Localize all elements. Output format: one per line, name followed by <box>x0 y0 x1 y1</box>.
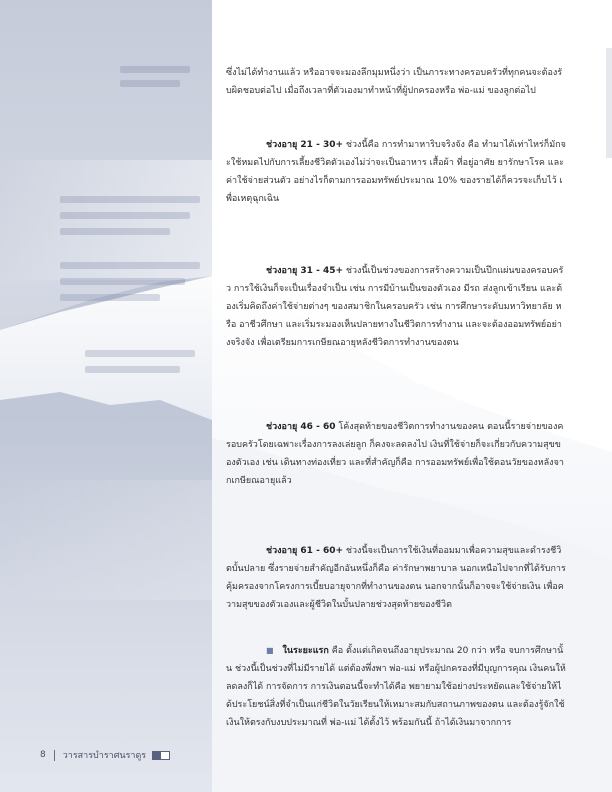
faded-text-line <box>60 294 160 301</box>
paragraph-text: ซึ่งไม่ได้ทำงานแล้ว หรืออาจจะมองลึกมุมหนึ่งว่า เป็นภาระทางครอบครัวที่ทุกคนจะต้องรับผิดชอบต่อไป เมื่อถึงเวลาที่ตัวเองมาทำหน้าที่ผู้ปกครองหรือ พ่อ-แม่ ของลูกต่อไป <box>226 68 563 96</box>
paragraph-age-21-30 <box>226 136 566 208</box>
paragraph-first-stage <box>226 642 566 732</box>
faded-text-line <box>60 278 185 285</box>
paragraph-age-31-45 <box>226 262 566 352</box>
faded-text-line <box>120 66 190 73</box>
square-bullet-icon: ■ <box>266 646 274 655</box>
age-range-heading: ช่วงอายุ 46 - 60 <box>266 422 336 432</box>
paragraph-text: ช่วงนี้เป็นช่วงของการสร้างความเป็นปึกแผ่นของครอบครัว การใช้เงินก็จะเป็นเรื่องจำเป็น เช่น การมีบ้านเป็นของตัวเอง มีรถ ส่งลูกเข้าเรียน และต้องเริ่มคิดถึงค่าใช้จ่ายต่างๆ ของสมาชิกในครอบครัว เช่น การศึกษาระดับมหาวิทยาลัย หรือ อาชีวศึกษา และเริ่มระมองเห็นปลายทางในชีวิตการทำงาน และจะต้องออมทรัพย์อย่างจริงจัง เพื่อเตรียมการเกษียณอายุหลังชีวิตการทำงานของตน <box>226 266 564 348</box>
paragraph-age-46-60 <box>226 418 566 490</box>
faded-text-line <box>85 366 180 373</box>
footer-divider <box>54 750 55 761</box>
decorative-side-panel <box>0 0 212 792</box>
faded-text-line <box>85 350 195 357</box>
age-range-heading: ช่วงอายุ 31 - 45+ <box>266 266 344 276</box>
faded-text-line <box>60 228 170 235</box>
page-number: 8 <box>40 750 46 760</box>
paragraph-text: ช่วงนี้คือ การทำมาหาริบจริงจัง คือ ทำมาได้เท่าไหร่ก็มักจะใช้หมดไปกับการเลี้ยงชีวิตตัวเองไม่ว่าจะเป็นอาหาร เสื้อผ้า ที่อยู่อาศัย ยารักษาโรค และค่าใช้จ่ายส่วนตัว อย่างไรก็ตามการออมทรัพย์ประมาณ 10% ของรายได้ก็ควรจะเก็บไว้ เพื่อเหตุฉุกเฉิน <box>226 140 566 204</box>
age-range-heading: ช่วงอายุ 21 - 30+ <box>266 140 344 150</box>
journal-title: วารสารบำราศนราดูร <box>62 751 147 761</box>
stage-heading: ในระยะแรก <box>282 646 329 656</box>
journal-logo-icon <box>152 751 170 760</box>
faded-text-line <box>60 196 200 203</box>
paragraph-age-61-plus <box>226 542 566 614</box>
paragraph-text: ช่วงนี้จะเป็นการใช้เงินที่ออมมาเพื่อความสุขและดำรงชีวิตบั้นปลาย ซึ่งรายจ่ายสำคัญอีกอันหนึ่งก็คือ ค่ารักษาพยาบาล นอกเหนือไปจากที่ได้รับการคุ้มครองจากโครงการเบี้ยบอายุจากที่ทำงานของตน นอกจากนั้นก็อาจจะใช้จ่ายเงิน เพื่อความสุขของตัวเองและผู้ชีวิตในบั้นปลายช่วงสุดท้ายของชีวิต <box>226 546 566 610</box>
faded-text-line <box>60 212 190 219</box>
article-body <box>226 64 566 732</box>
paragraph-text: โค้งสุดท้ายของชีวิตการทำงานของคน ตอนนี้รายจ่ายของครอบครัวโดยเฉพาะเรื่องการลงเล่ยลูก ก็คงจะลดลงไป เงินที่ใช้จ่ายก็จะเกี่ยวกับความสุขของตัวเอง เช่น เดินทางท่องเที่ยว และที่สำคัญก็คือ การออมทรัพย์เพื่อใช้ตอนวัยของหลังจากเกษียณอายุแล้ว <box>226 422 564 486</box>
paragraph-intro <box>226 64 566 100</box>
age-range-heading: ช่วงอายุ 61 - 60+ <box>266 546 344 556</box>
page-footer <box>40 748 170 762</box>
faded-text-line <box>120 80 180 87</box>
right-edge-shade <box>606 48 612 158</box>
paragraph-text: คือ ตั้งแต่เกิดจนถึงอายุประมาณ 20 กว่า หรือ จบการศึกษานั้น ช่วงนี้เป็นช่วงที่ไม่มีรายได้ แต่ต้องพึ่งพา พ่อ-แม่ หรือผู้ปกครองที่มีบุญการคุณ เงินคนให้ลดลงก็ได้ การจัดการ การเงินตอนนี้จะทำได้คือ พยายามใช้อย่างประหยัดและใช้จ่ายให้ได้ประโยชน์สิ่งที่จำเป็นแก่ชีวิตในวัยเรียนให้เหมาะสมกับสถานภาพของตน และต้องรู้จักใช้เงินให้ตรงกับงบประมาณที่ พ่อ-แม่ ได้ตั้งไว้ พร้อมกันนี้ ถ้าได้เงินมาจากการ <box>226 646 566 728</box>
faded-text-line <box>60 262 200 269</box>
